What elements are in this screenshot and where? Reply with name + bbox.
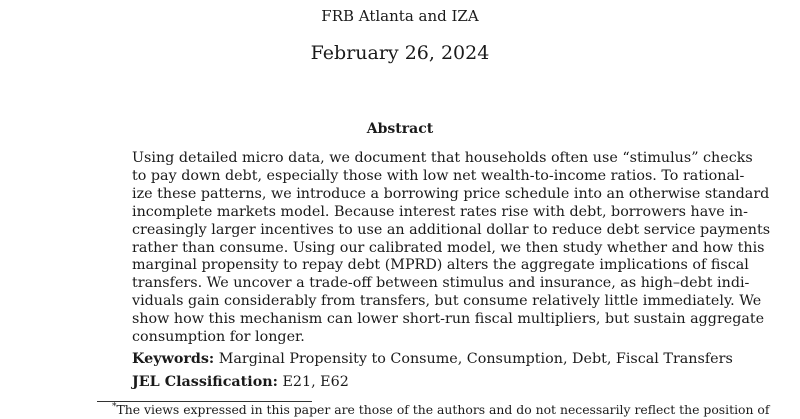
abstract-line: marginal propensity to repay debt (MPRD) alters the aggregate implications of fiscal [132, 257, 749, 274]
abstract-line: incomplete markets model. Because interest rates rise with debt, borrowers have in- [132, 203, 748, 220]
abstract-body [132, 150, 771, 347]
paper-date: February 26, 2024 [310, 42, 490, 64]
abstract-line: transfers. We uncover a trade-off between stimulus and insurance, as high–debt indi- [132, 275, 750, 292]
abstract-line: creasingly larger incentives to use an additional dollar to reduce debt service payments [132, 221, 771, 238]
keywords-value: Marginal Propensity to Consume, Consumption, Debt, Fiscal Transfers [218, 351, 733, 367]
footnote [112, 401, 770, 418]
jel-classification [132, 373, 692, 391]
abstract-line: ize these patterns, we introduce a borrowing price schedule into an otherwise standard [132, 185, 770, 202]
jel-label: JEL Classification: [132, 374, 278, 390]
footnote-marker: * [112, 401, 117, 412]
footnote-text: The views expressed in this paper are those of the authors and do not necessarily reflect the position of [116, 402, 770, 417]
jel-value: E21, E62 [282, 374, 349, 390]
keywords-label: Keywords: [132, 351, 215, 367]
abstract-heading: Abstract [366, 121, 434, 137]
abstract-line: show how this mechanism can lower short-run fiscal multipliers, but sustain aggregate [132, 311, 765, 328]
abstract-line: rather than consume. Using our calibrated model, we then study whether and how this [132, 239, 765, 256]
abstract-line: consumption for longer. [132, 329, 305, 346]
abstract-line: viduals gain considerably from transfers, but consume relatively little immediately. We [132, 293, 762, 310]
keywords [132, 350, 733, 368]
abstract-line: to pay down debt, especially those with low net wealth-to-income ratios. To rational- [132, 167, 745, 184]
author-affiliation: FRB Atlanta and IZA [321, 7, 479, 25]
abstract-line: Using detailed micro data, we document that households often use “stimulus” checks [132, 150, 753, 166]
